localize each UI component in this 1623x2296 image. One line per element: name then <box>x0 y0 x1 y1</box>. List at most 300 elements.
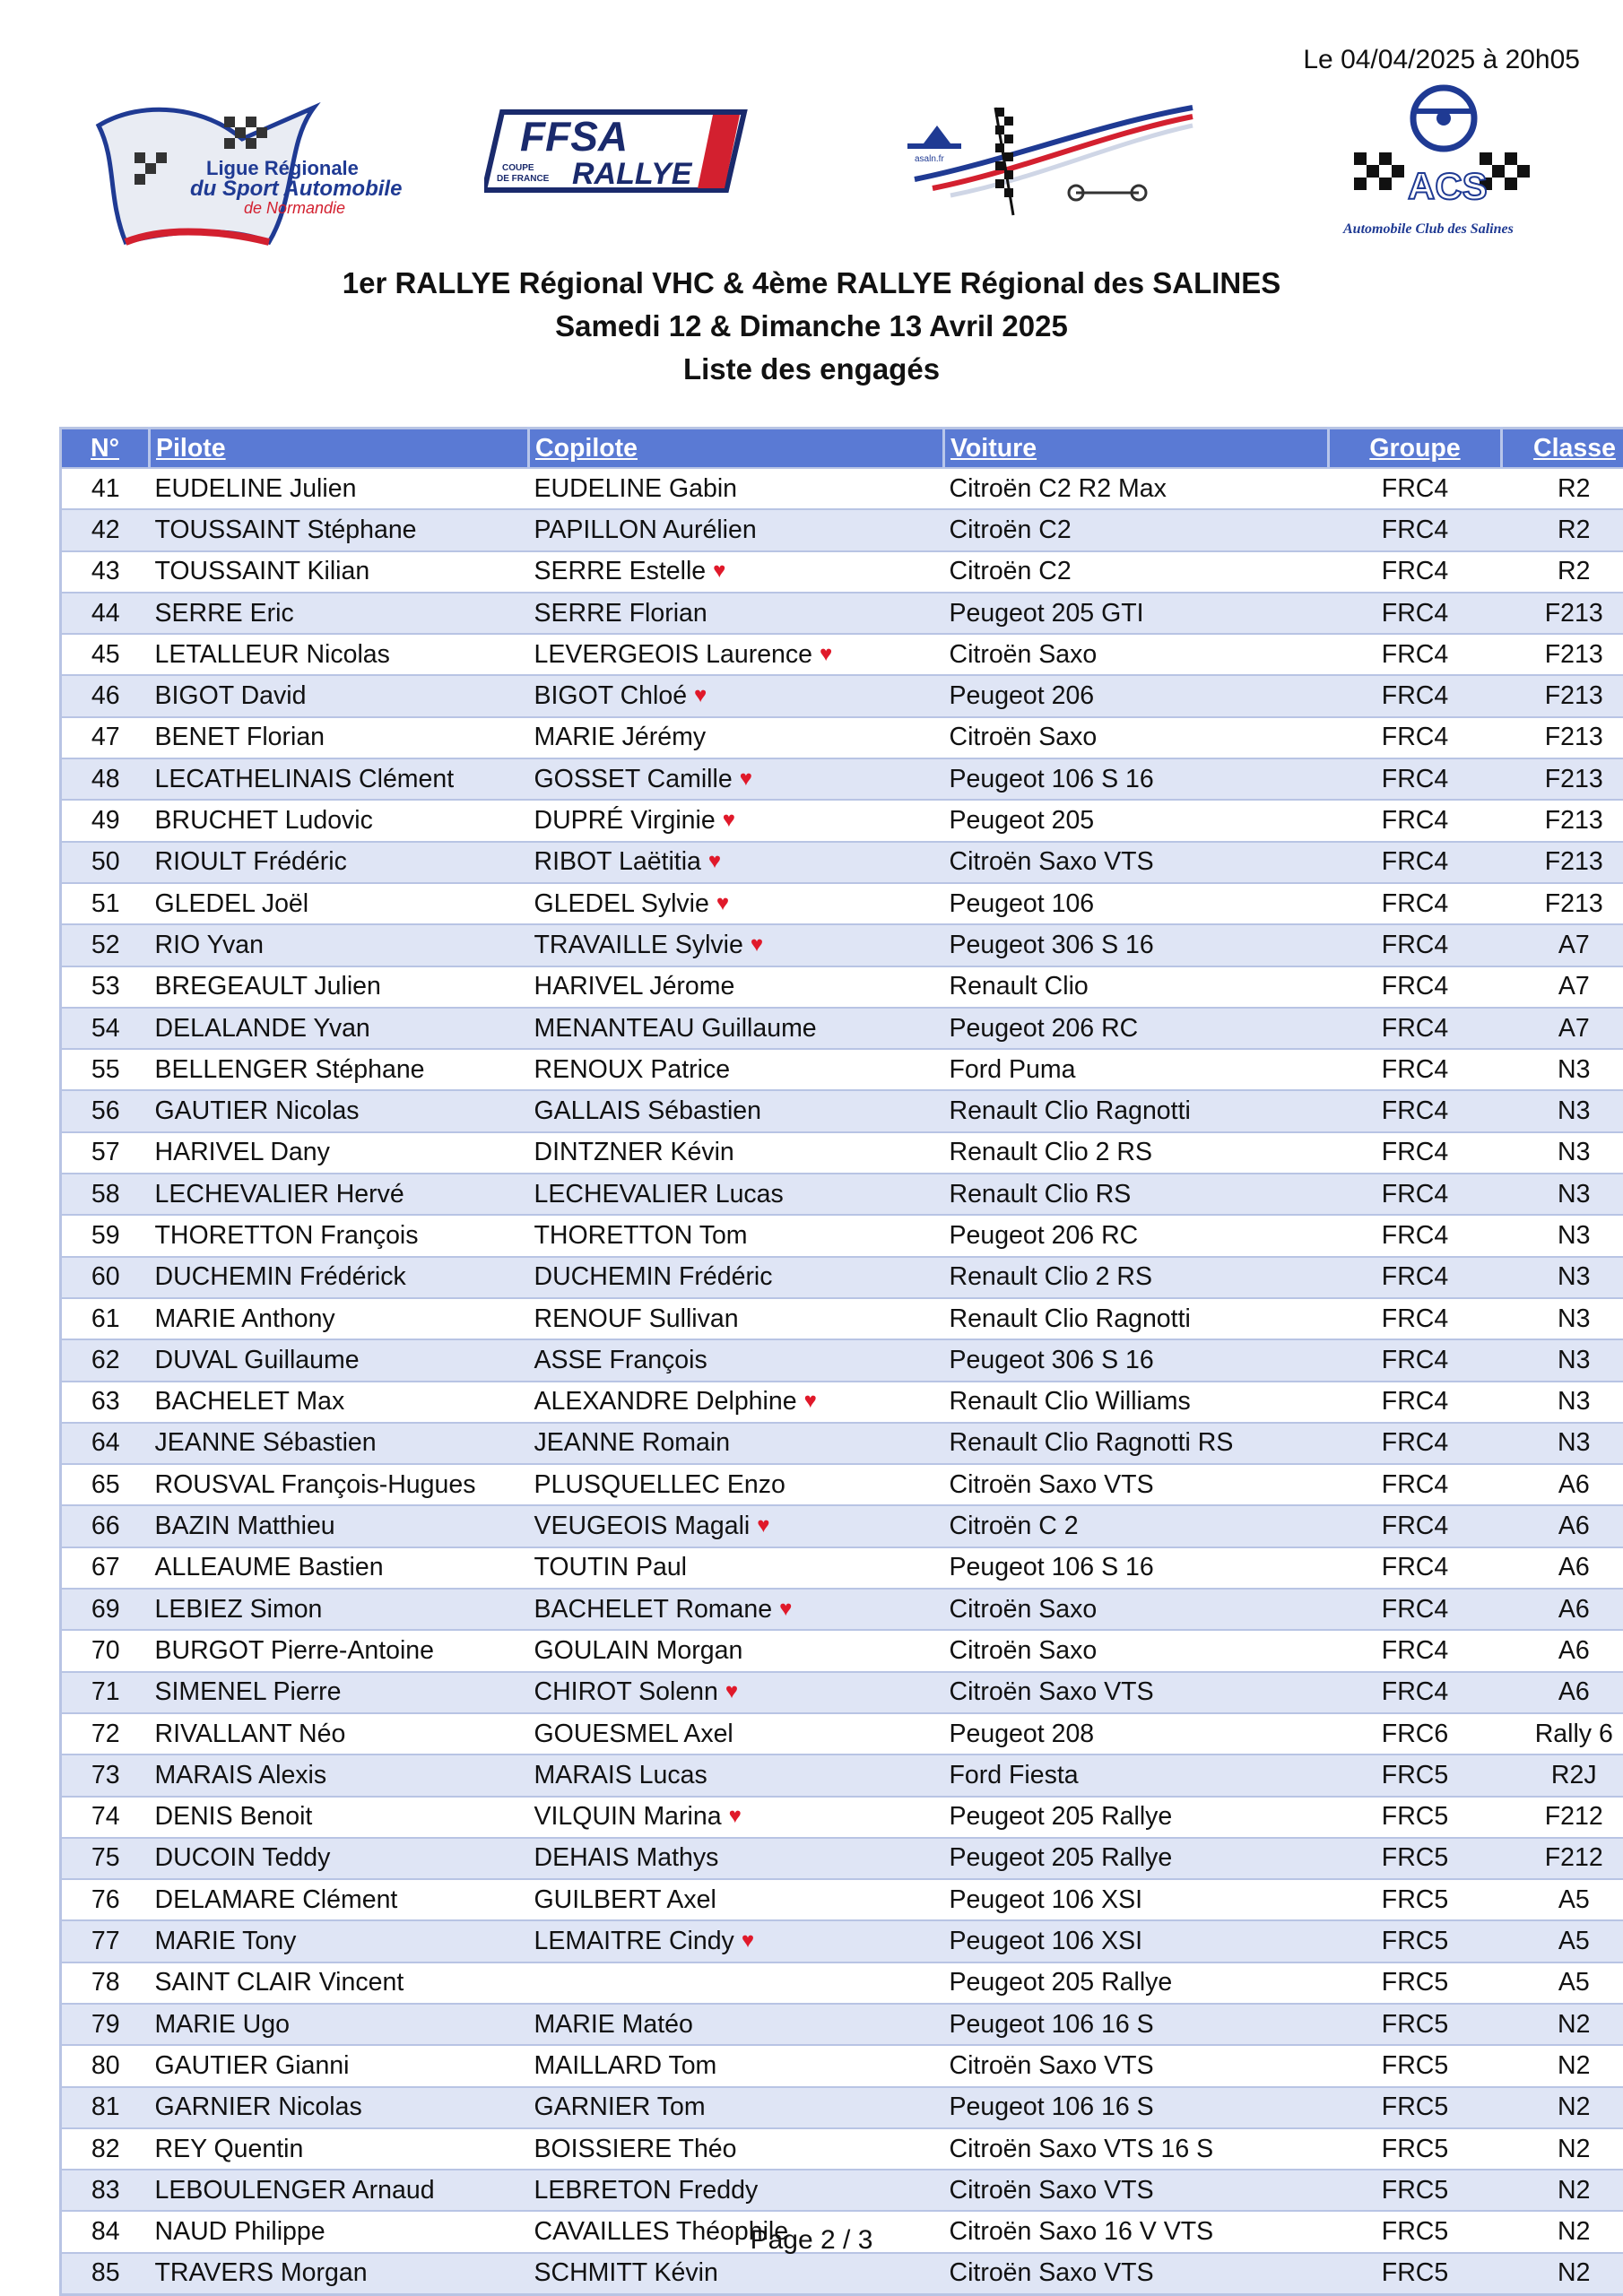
cell-voiture-text: Peugeot 306 S 16 <box>950 1346 1154 1374</box>
ffsa-sub2: DE FRANCE <box>497 174 550 184</box>
cell-pilote <box>150 842 529 883</box>
cell-num-text: 52 <box>91 931 120 959</box>
cell-groupe-text: FRC4 <box>1382 1180 1448 1209</box>
cell-groupe <box>1329 842 1502 883</box>
event-dates: Samedi 12 & Dimanche 13 Avril 2025 <box>0 305 1623 348</box>
cell-pilote <box>150 2087 529 2128</box>
cell-groupe <box>1329 675 1502 716</box>
cell-copilote-text: LEVERGEOIS Laurence <box>534 640 813 669</box>
cell-pilote <box>150 1423 529 1464</box>
cell-classe <box>1502 717 1623 758</box>
cell-groupe <box>1329 1879 1502 1920</box>
cell-classe <box>1502 2087 1623 2128</box>
list-title: Liste des engagés <box>0 348 1623 391</box>
table-row <box>61 1464 1623 1505</box>
header-copilote: Copilote <box>529 429 944 469</box>
table-row <box>61 1962 1623 2004</box>
cell-voiture-text: Citroën Saxo 16 V VTS <box>950 2217 1214 2246</box>
cell-pilote-text: DUCHEMIN Frédérick <box>155 1262 406 1291</box>
cell-groupe-text: FRC5 <box>1382 1802 1448 1831</box>
cell-classe-text: N2 <box>1558 2092 1590 2121</box>
cell-copilote <box>529 1174 944 1215</box>
cell-groupe <box>1329 966 1502 1008</box>
cell-classe <box>1502 2128 1623 2170</box>
cell-num-text: 48 <box>91 765 120 793</box>
cell-voiture <box>944 2170 1329 2211</box>
table-row <box>61 2170 1623 2211</box>
cell-classe-text: A5 <box>1558 1885 1590 1914</box>
cell-pilote <box>150 1132 529 1174</box>
cell-voiture-text: Peugeot 106 16 S <box>950 2010 1154 2039</box>
cell-groupe <box>1329 2045 1502 2086</box>
cell-voiture <box>944 675 1329 716</box>
cell-copilote-text: DUPRÉ Virginie <box>534 806 716 835</box>
cell-pilote-text: BACHELET Max <box>155 1387 345 1416</box>
cell-copilote <box>529 1505 944 1547</box>
cell-classe-text: N3 <box>1558 1428 1590 1457</box>
cell-pilote <box>150 1257 529 1298</box>
cell-voiture <box>944 924 1329 966</box>
heart-icon: ♥ <box>729 1804 742 1829</box>
table-row <box>61 1090 1623 1131</box>
cell-groupe-text: FRC4 <box>1382 847 1448 876</box>
cell-classe <box>1502 1838 1623 1879</box>
cell-groupe <box>1329 1920 1502 1962</box>
cell-num-text: 44 <box>91 599 120 628</box>
document-date: Le 04/04/2025 à 20h05 <box>1303 45 1580 75</box>
cell-pilote <box>150 1672 529 1713</box>
cell-copilote-text: CHIROT Solenn <box>534 1677 718 1706</box>
cell-classe <box>1502 2004 1623 2045</box>
cell-copilote <box>529 1008 944 1049</box>
cell-voiture <box>944 468 1329 509</box>
cell-groupe <box>1329 1132 1502 1174</box>
cell-classe-text: A6 <box>1558 1553 1590 1581</box>
cell-num <box>61 1505 150 1547</box>
table-row <box>61 1049 1623 1090</box>
cell-pilote-text: TRAVERS Morgan <box>155 2258 368 2287</box>
heart-icon: ♥ <box>742 1928 754 1954</box>
cell-pilote-text: SIMENEL Pierre <box>155 1677 342 1706</box>
cell-pilote <box>150 1049 529 1090</box>
cell-groupe-text: FRC4 <box>1382 681 1448 710</box>
cell-copilote <box>529 675 944 716</box>
cell-pilote <box>150 1382 529 1423</box>
cell-pilote-text: LECHEVALIER Hervé <box>155 1180 404 1209</box>
cell-classe-text: R2J <box>1551 1761 1597 1789</box>
cell-classe-text: N3 <box>1558 1180 1590 1209</box>
cell-classe-text: N2 <box>1558 2010 1590 2039</box>
cell-copilote <box>529 2128 944 2170</box>
cell-classe <box>1502 883 1623 924</box>
cell-pilote-text: SERRE Eric <box>155 599 294 628</box>
cell-groupe <box>1329 717 1502 758</box>
table-row <box>61 1547 1623 1589</box>
cell-classe <box>1502 1879 1623 1920</box>
cell-classe <box>1502 593 1623 634</box>
table-body <box>61 468 1623 2295</box>
cell-copilote <box>529 1547 944 1589</box>
cell-pilote-text: RIO Yvan <box>155 931 264 959</box>
cell-classe <box>1502 2045 1623 2086</box>
cell-copilote-text: THORETTON Tom <box>534 1221 748 1250</box>
table-row <box>61 1382 1623 1423</box>
cell-pilote-text: LECATHELINAIS Clément <box>155 765 455 793</box>
table-row <box>61 1505 1623 1547</box>
table-row <box>61 1672 1623 1713</box>
cell-voiture-text: Peugeot 205 Rallye <box>950 1802 1173 1831</box>
cell-pilote <box>150 883 529 924</box>
cell-copilote-text: LEBRETON Freddy <box>534 2176 759 2205</box>
cell-voiture-text: Peugeot 206 <box>950 681 1095 710</box>
cell-pilote-text: EUDELINE Julien <box>155 474 357 503</box>
table-row <box>61 634 1623 675</box>
cell-num <box>61 2128 150 2170</box>
cell-groupe-text: FRC4 <box>1382 1055 1448 1084</box>
cell-voiture-text: Citroën Saxo VTS <box>950 2258 1154 2287</box>
event-title: 1er RALLYE Régional VHC & 4ème RALLYE Régional des SALINES <box>0 262 1623 305</box>
cell-groupe <box>1329 1339 1502 1381</box>
cell-groupe-text: FRC4 <box>1382 1221 1448 1250</box>
cell-pilote-text: TOUSSAINT Kilian <box>155 557 370 585</box>
cell-classe <box>1502 800 1623 841</box>
cell-pilote <box>150 1505 529 1547</box>
cell-groupe-text: FRC4 <box>1382 1636 1448 1665</box>
cell-pilote-text: GARNIER Nicolas <box>155 2092 362 2121</box>
cell-num-text: 84 <box>91 2217 120 2246</box>
cell-pilote <box>150 1090 529 1131</box>
cell-classe <box>1502 1464 1623 1505</box>
cell-voiture-text: Citroën Saxo VTS <box>950 2176 1154 2205</box>
cell-classe-text: A6 <box>1558 1636 1590 1665</box>
cell-pilote <box>150 675 529 716</box>
table-row <box>61 551 1623 593</box>
cell-voiture <box>944 800 1329 841</box>
cell-groupe <box>1329 1090 1502 1131</box>
cell-pilote <box>150 468 529 509</box>
cell-num-text: 64 <box>91 1428 120 1457</box>
cell-groupe <box>1329 800 1502 841</box>
cell-pilote-text: TOUSSAINT Stéphane <box>155 516 417 544</box>
cell-num-text: 43 <box>91 557 120 585</box>
cell-num <box>61 634 150 675</box>
cell-pilote-text: LETALLEUR Nicolas <box>155 640 390 669</box>
cell-classe <box>1502 842 1623 883</box>
cell-num <box>61 1215 150 1256</box>
cell-classe <box>1502 1339 1623 1381</box>
cell-voiture-text: Peugeot 208 <box>950 1720 1095 1748</box>
cell-pilote-text: BREGEAULT Julien <box>155 972 381 1001</box>
cell-voiture-text: Renault Clio Williams <box>950 1387 1191 1416</box>
cell-voiture-text: Ford Fiesta <box>950 1761 1079 1789</box>
table-row <box>61 883 1623 924</box>
cell-pilote-text: BELLENGER Stéphane <box>155 1055 425 1084</box>
cell-classe-text: Rally 6 <box>1535 1720 1613 1748</box>
cell-groupe-text: FRC4 <box>1382 889 1448 918</box>
cell-num <box>61 509 150 550</box>
cell-pilote <box>150 800 529 841</box>
cell-groupe <box>1329 1589 1502 1630</box>
cell-classe <box>1502 1090 1623 1131</box>
cell-voiture <box>944 1049 1329 1090</box>
table-header-row <box>61 429 1623 469</box>
cell-copilote-text: ALEXANDRE Delphine <box>534 1387 797 1416</box>
cell-copilote <box>529 924 944 966</box>
cell-classe-text: N3 <box>1558 1387 1590 1416</box>
cell-classe <box>1502 675 1623 716</box>
cell-classe-text: N3 <box>1558 1262 1590 1291</box>
cell-num-text: 46 <box>91 681 120 710</box>
cell-copilote-text: LEMAITRE Cindy <box>534 1927 734 1955</box>
table-row <box>61 1423 1623 1464</box>
cell-pilote-text: REY Quentin <box>155 2135 304 2163</box>
cell-num-text: 72 <box>91 1720 120 1748</box>
table-row <box>61 509 1623 550</box>
cell-copilote-text: PAPILLON Aurélien <box>534 516 757 544</box>
cell-copilote-text: GARNIER Tom <box>534 2092 706 2121</box>
ligue-text-3: de Normandie <box>244 199 345 217</box>
cell-copilote <box>529 1630 944 1671</box>
cell-pilote <box>150 1920 529 1962</box>
cell-copilote <box>529 1962 944 2004</box>
cell-copilote-text: EUDELINE Gabin <box>534 474 738 503</box>
cell-pilote <box>150 1339 529 1381</box>
cell-voiture-text: Citroën Saxo VTS 16 S <box>950 2135 1214 2163</box>
cell-copilote-text: BIGOT Chloé <box>534 681 688 710</box>
cell-groupe-text: FRC5 <box>1382 1843 1448 1872</box>
table-row <box>61 1589 1623 1630</box>
cell-copilote <box>529 1713 944 1754</box>
cell-num <box>61 1713 150 1754</box>
cell-voiture-text: Citroën Saxo <box>950 723 1098 751</box>
cell-classe <box>1502 1754 1623 1796</box>
cell-copilote <box>529 1215 944 1256</box>
cell-num-text: 55 <box>91 1055 120 1084</box>
cell-copilote <box>529 634 944 675</box>
cell-copilote-text: GLEDEL Sylvie <box>534 889 709 918</box>
table-row <box>61 800 1623 841</box>
table-row <box>61 468 1623 509</box>
cell-voiture-text: Citroën C2 <box>950 516 1072 544</box>
cell-classe-text: F213 <box>1545 681 1603 710</box>
cell-voiture-text: Peugeot 106 S 16 <box>950 1553 1154 1581</box>
heart-icon: ♥ <box>779 1597 792 1622</box>
cell-groupe-text: FRC4 <box>1382 1512 1448 1540</box>
cell-classe-text: N3 <box>1558 1138 1590 1166</box>
cell-num-text: 82 <box>91 2135 120 2163</box>
cell-classe-text: N2 <box>1558 2176 1590 2205</box>
cell-voiture-text: Peugeot 205 Rallye <box>950 1968 1173 1997</box>
cell-voiture <box>944 634 1329 675</box>
cell-copilote <box>529 509 944 550</box>
cell-pilote-text: GAUTIER Gianni <box>155 2051 350 2080</box>
cell-voiture-text: Peugeot 106 <box>950 889 1095 918</box>
cell-classe-text: N3 <box>1558 1346 1590 1374</box>
cell-groupe <box>1329 2087 1502 2128</box>
table-row <box>61 2087 1623 2128</box>
header-classe: Classe <box>1502 429 1623 469</box>
cell-groupe-text: FRC5 <box>1382 1885 1448 1914</box>
cell-voiture <box>944 1132 1329 1174</box>
cell-num-text: 81 <box>91 2092 120 2121</box>
cell-classe <box>1502 1298 1623 1339</box>
cell-copilote <box>529 1257 944 1298</box>
cell-groupe-text: FRC5 <box>1382 2217 1448 2246</box>
cell-groupe-text: FRC5 <box>1382 2135 1448 2163</box>
cell-classe-text: A5 <box>1558 1927 1590 1955</box>
cell-groupe <box>1329 1257 1502 1298</box>
heart-icon: ♥ <box>804 1389 817 1414</box>
cell-copilote-text: DUCHEMIN Frédéric <box>534 1262 773 1291</box>
cell-groupe <box>1329 1008 1502 1049</box>
cell-voiture <box>944 1464 1329 1505</box>
cell-copilote <box>529 1589 944 1630</box>
cell-classe-text: F212 <box>1545 1843 1603 1872</box>
cell-pilote <box>150 551 529 593</box>
cell-groupe-text: FRC4 <box>1382 931 1448 959</box>
cell-num-text: 70 <box>91 1636 120 1665</box>
cell-classe-text: F213 <box>1545 806 1603 835</box>
cell-copilote-text: ASSE François <box>534 1346 707 1374</box>
cell-classe <box>1502 924 1623 966</box>
cell-voiture-text: Citroën Saxo VTS <box>950 2051 1154 2080</box>
cell-copilote-text: DEHAIS Mathys <box>534 1843 719 1872</box>
cell-num-text: 61 <box>91 1304 120 1333</box>
cell-voiture <box>944 2004 1329 2045</box>
cell-voiture <box>944 1920 1329 1962</box>
cell-groupe-text: FRC4 <box>1382 1387 1448 1416</box>
cell-pilote-text: SAINT CLAIR Vincent <box>155 1968 404 1997</box>
ffsa-rallye-text: RALLYE <box>572 157 693 191</box>
cell-num-text: 54 <box>91 1014 120 1043</box>
cell-classe <box>1502 468 1623 509</box>
cell-groupe-text: FRC4 <box>1382 1346 1448 1374</box>
cell-classe-text: F212 <box>1545 1802 1603 1831</box>
cell-num <box>61 842 150 883</box>
heart-icon: ♥ <box>708 849 721 874</box>
cell-groupe <box>1329 1174 1502 1215</box>
cell-groupe-text: FRC5 <box>1382 1927 1448 1955</box>
cell-num <box>61 1382 150 1423</box>
cell-voiture <box>944 1008 1329 1049</box>
cell-voiture-text: Renault Clio Ragnotti <box>950 1096 1191 1125</box>
cell-voiture <box>944 1339 1329 1381</box>
cell-classe <box>1502 1547 1623 1589</box>
asa-site-text: asaln.fr <box>915 154 944 164</box>
cell-classe-text: F213 <box>1545 765 1603 793</box>
cell-pilote-text: DENIS Benoit <box>155 1802 313 1831</box>
cell-voiture <box>944 1838 1329 1879</box>
cell-copilote-text: BOISSIERE Théo <box>534 2135 737 2163</box>
cell-classe-text: F213 <box>1545 847 1603 876</box>
cell-pilote-text: BENET Florian <box>155 723 325 751</box>
cell-copilote <box>529 1797 944 1838</box>
cell-num <box>61 2087 150 2128</box>
cell-pilote <box>150 1962 529 2004</box>
cell-voiture-text: Citroën C 2 <box>950 1512 1079 1540</box>
ffsa-text: FFSA <box>520 113 628 160</box>
cell-groupe-text: FRC6 <box>1382 1720 1448 1748</box>
table-row <box>61 1257 1623 1298</box>
cell-num <box>61 1008 150 1049</box>
cell-groupe <box>1329 758 1502 800</box>
cell-copilote-text: RENOUX Patrice <box>534 1055 731 1084</box>
cell-num <box>61 1754 150 1796</box>
cell-voiture-text: Citroën Saxo VTS <box>950 1470 1154 1499</box>
cell-voiture <box>944 1672 1329 1713</box>
cell-voiture-text: Peugeot 106 S 16 <box>950 765 1154 793</box>
cell-voiture <box>944 842 1329 883</box>
cell-classe-text: N3 <box>1558 1304 1590 1333</box>
cell-pilote-text: MARIE Ugo <box>155 2010 290 2039</box>
cell-voiture <box>944 717 1329 758</box>
cell-copilote <box>529 593 944 634</box>
table-row <box>61 1215 1623 1256</box>
table-row <box>61 593 1623 634</box>
cell-num-text: 76 <box>91 1885 120 1914</box>
cell-classe <box>1502 1008 1623 1049</box>
page-number: Page 2 / 3 <box>0 2225 1623 2256</box>
cell-copilote-text: GOUESMEL Axel <box>534 1720 733 1748</box>
cell-voiture-text: Citroën C2 R2 Max <box>950 474 1167 503</box>
cell-groupe-text: FRC4 <box>1382 516 1448 544</box>
cell-num <box>61 2253 150 2295</box>
heart-icon: ♥ <box>740 767 752 792</box>
cell-voiture <box>944 1754 1329 1796</box>
cell-voiture <box>944 593 1329 634</box>
cell-num <box>61 1090 150 1131</box>
cell-num-text: 60 <box>91 1262 120 1291</box>
cell-pilote-text: BIGOT David <box>155 681 307 710</box>
cell-copilote-text: MARIE Matéo <box>534 2010 693 2039</box>
cell-classe <box>1502 1257 1623 1298</box>
cell-num-text: 45 <box>91 640 120 669</box>
cell-groupe <box>1329 551 1502 593</box>
cell-num-text: 71 <box>91 1677 120 1706</box>
ffsa-sub1: COUPE <box>502 163 534 173</box>
cell-num-text: 79 <box>91 2010 120 2039</box>
cell-groupe-text: FRC4 <box>1382 1553 1448 1581</box>
cell-groupe-text: FRC4 <box>1382 1138 1448 1166</box>
cell-num <box>61 468 150 509</box>
cell-voiture <box>944 1174 1329 1215</box>
cell-classe-text: R2 <box>1558 516 1590 544</box>
cell-voiture <box>944 966 1329 1008</box>
cell-num-text: 41 <box>91 474 120 503</box>
cell-classe-text: N3 <box>1558 1055 1590 1084</box>
table-row <box>61 1754 1623 1796</box>
cell-groupe <box>1329 2170 1502 2211</box>
table-row <box>61 1132 1623 1174</box>
cell-voiture <box>944 509 1329 550</box>
cell-pilote-text: MARIE Anthony <box>155 1304 335 1333</box>
cell-voiture-text: Peugeot 106 16 S <box>950 2092 1154 2121</box>
cell-num <box>61 1547 150 1589</box>
cell-copilote <box>529 800 944 841</box>
cell-num <box>61 1879 150 1920</box>
cell-num-text: 42 <box>91 516 120 544</box>
cell-classe <box>1502 1713 1623 1754</box>
cell-num-text: 75 <box>91 1843 120 1872</box>
cell-voiture-text: Peugeot 206 RC <box>950 1221 1139 1250</box>
cell-groupe <box>1329 2128 1502 2170</box>
cell-pilote <box>150 1713 529 1754</box>
document-title-block <box>0 262 1623 391</box>
cell-pilote <box>150 1298 529 1339</box>
cell-voiture-text: Ford Puma <box>950 1055 1076 1084</box>
cell-voiture-text: Renault Clio Ragnotti RS <box>950 1428 1234 1457</box>
cell-num <box>61 1797 150 1838</box>
